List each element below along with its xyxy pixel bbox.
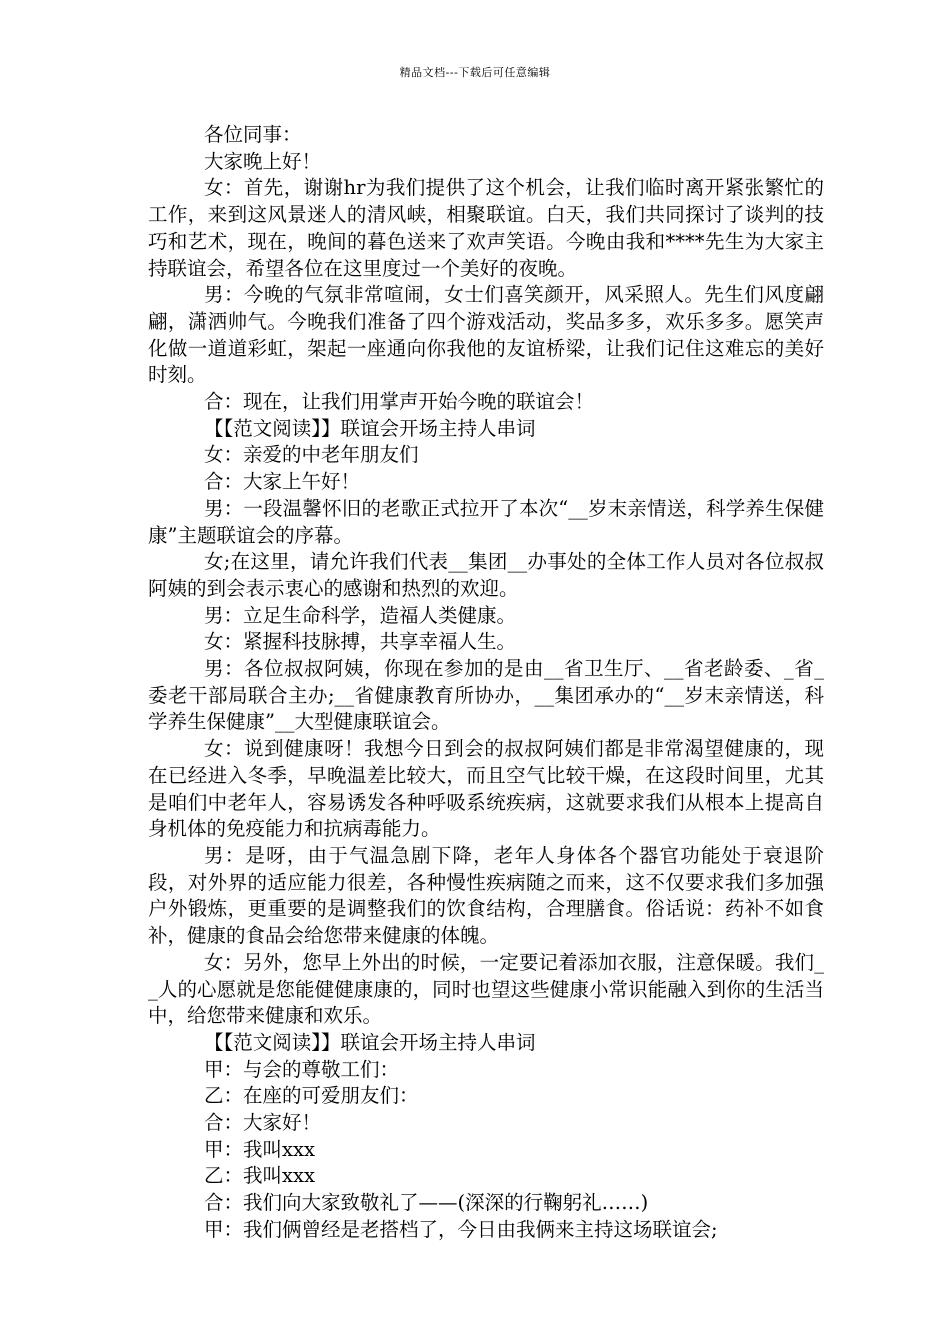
paragraph: 甲：我叫xxx bbox=[204, 1137, 315, 1161]
paragraph: 女：首先，谢谢hr为我们提供了这个机会，让我们临时离开紧张繁忙的工作，来到这风景迷人的清风峡，相聚联谊。白天，我们共同探讨了谈判的技巧和艺术，现在，晚间的暮色送来了欢声笑语。今晚由我和****先生为大家主持联谊会，希望各位在这里度过一个美好的夜晚。 bbox=[148, 176, 824, 280]
paragraph: 合：我们向大家致敬礼了——(深深的行鞠躬礼……) bbox=[204, 1191, 649, 1215]
paragraph: 男：各位叔叔阿姨，你现在参加的是由__省卫生厅、__省老龄委、_省_委老干部局联合主办;__省健康教育所协办，__集团承办的“__岁末亲情送，科学养生保健康”__大型健康联谊会。 bbox=[148, 657, 824, 734]
paragraph: 合：大家上午好！ bbox=[204, 470, 361, 494]
paragraph: 男：一段温馨怀旧的老歌正式拉开了本次“__岁末亲情送，科学养生保健康”主题联谊会的序幕。 bbox=[148, 496, 824, 547]
paragraph: 女：亲爱的中老年朋友们 bbox=[204, 443, 419, 467]
paragraph: 女：紧握科技脉搏，共享幸福人生。 bbox=[204, 630, 517, 654]
paragraph: 合：现在，让我们用掌声开始今晚的联谊会！ bbox=[204, 390, 595, 414]
greeting-colleagues: 各位同事： bbox=[204, 123, 302, 146]
section-heading: 【【范文阅读】】联谊会开场主持人串词 bbox=[204, 1030, 536, 1054]
greeting-evening: 大家晚上好！ bbox=[204, 149, 322, 173]
section-heading: 【【范文阅读】】联谊会开场主持人串词 bbox=[204, 416, 536, 440]
paragraph: 乙：我叫xxx bbox=[204, 1164, 315, 1188]
document-body bbox=[148, 122, 824, 1244]
paragraph: 女：说到健康呀！我想今日到会的叔叔阿姨们都是非常渴望健康的，现在已经进入冬季，早晚温差比较大，而且空气比较干燥，在这段时间里，尤其是咱们中老年人，容易诱发各种呼吸系统疾病，这就要求我们从根本上提高自身机体的免疫能力和抗病毒能力。 bbox=[148, 737, 824, 841]
paragraph: 合：大家好！ bbox=[204, 1111, 322, 1135]
paragraph: 甲：与会的尊敬工们： bbox=[204, 1057, 400, 1081]
paragraph: 乙：在座的可爱朋友们： bbox=[204, 1084, 419, 1108]
paragraph: 男：今晚的气氛非常喧闹，女士们喜笑颜开，风采照人。先生们风度翩翩，潇洒帅气。今晚我们准备了四个游戏活动，奖品多多，欢乐多多。愿笑声化做一道道彩虹，架起一座通向你我他的友谊桥梁，让我们记住这难忘的美好时刻。 bbox=[148, 283, 824, 387]
page-header: 精品文档---下载后可任意编辑 bbox=[399, 66, 551, 79]
paragraph: 男：立足生命科学，造福人类健康。 bbox=[204, 603, 517, 627]
paragraph: 女：另外，您早上外出的时候，一定要记着添加衣服，注意保暖。我们__人的心愿就是您能健健康康的，同时也望这些健康小常识能融入到你的生活当中，给您带来健康和欢乐。 bbox=[148, 950, 824, 1028]
paragraph: 男：是呀，由于气温急剧下降，老年人身体各个器官功能处于衰退阶段，对外界的适应能力很差，各种慢性疾病随之而来，这不仅要求我们多加强户外锻炼，更重要的是调整我们的饮食结构，合理膳食。俗话说：药补不如食补，健康的食品会给您带来健康的体魄。 bbox=[148, 843, 824, 948]
paragraph: 女;在这里，请允许我们代表__集团__办事处的全体工作人员对各位叔叔阿姨的到会表示衷心的感谢和热烈的欢迎。 bbox=[148, 550, 824, 600]
paragraph: 甲：我们俩曾经是老搭档了，今日由我俩来主持这场联谊会; bbox=[204, 1217, 718, 1241]
